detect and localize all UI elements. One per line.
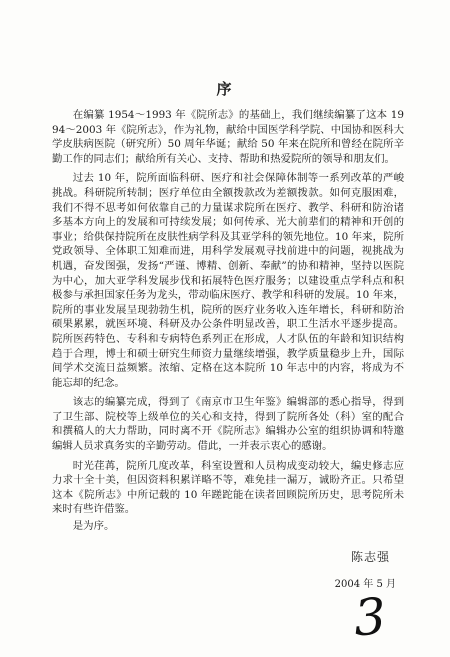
paragraph-4: 时光荏苒，院所几度改革，科室设置和人员构成变动较大，编史修志应力求十全十美，但因资料积累详略不等，难免挂一漏万，诚盼齐正。只希望这本《院所志》中所记载的 10 年蹉跎能在读者回顾院所历史，思考院所未来时有些许借鉴。 <box>52 459 404 516</box>
date-line: 2004 年 5 月 <box>334 579 396 590</box>
author-signature: 陈志强 <box>350 550 390 564</box>
paragraph-5: 是为序。 <box>72 520 115 533</box>
paragraph-1: 在编纂 1954～1993 年《院所志》的基础上，我们继续编纂了这本 1994～2003 年《院所志》，作为礼物，献给中国医学科学院、中国协和医科大学皮肤病医院（研究所）50 周年华诞；献给 50 年来在院所和曾经在院所辛勤工作的同志们；献给所有关心、支持、帮助和热爱院所的领导和朋友们。 <box>52 109 404 165</box>
page-title: 序 <box>216 80 234 98</box>
body-text <box>52 108 404 539</box>
paragraph-3: 该志的编纂完成，得到了《南京市卫生年鉴》编辑部的悉心指导，得到了卫生部、院校等上级单位的关心和支持，得到了院所各处（科）室的配合和撰稿人的大力帮助，同时离不开《院所志》编辑办公室的组织协调和特邀编辑人员求真务实的辛勤劳动。借此，一并表示衷心的感谢。 <box>52 396 404 453</box>
paragraph-2: 过去 10 年，院所面临科研、医疗和社会保障体制等一系列改革的严峻挑战。科研院所转制；医疗单位由全额拨款改为差额拨款。如何克服困难，我们不得不思考如何依靠自己的力量谋求院所在医疗、教学、科研和防治诸多基本方向上的发展和可持续发展；如何传承、光大前辈们的精神和开创的事业；给供保持院所在皮肤性病学科及其亚学科的领先地位。10 年来，院所党政领导、全体职工知难而进，用科学发展观寻找前进中的问题，视挑战为机遇，奋发图强，发扬“严谨、博精、创新、奉献”的协和精神，坚持以医院为中心，加大亚学科发展步伐和拓展特色医疗服务；以建设重点学科点和积极参与承担国家任务为龙头，带动临床医疗、教学和科研的发展。10 年来，院所的事业发展呈现勃勃生机，院所的医疗业务收入连年增长，科研和防治硕果累累，就医环境、科研及办公条件明显改善，职工生活水平逐步提高。院所医药特色、专科和专病特色系列正在形成，人才队伍的年龄和知识结构趋于合理，博士和硕士研究生师资力量继续增强，教学质量稳步上升，国际间学术交流日益频繁。浓缩、定格在这本院所 10 年志中的内容，将成为不能忘却的纪念。 <box>52 172 404 389</box>
handwritten-page-number: 3 <box>352 587 388 648</box>
